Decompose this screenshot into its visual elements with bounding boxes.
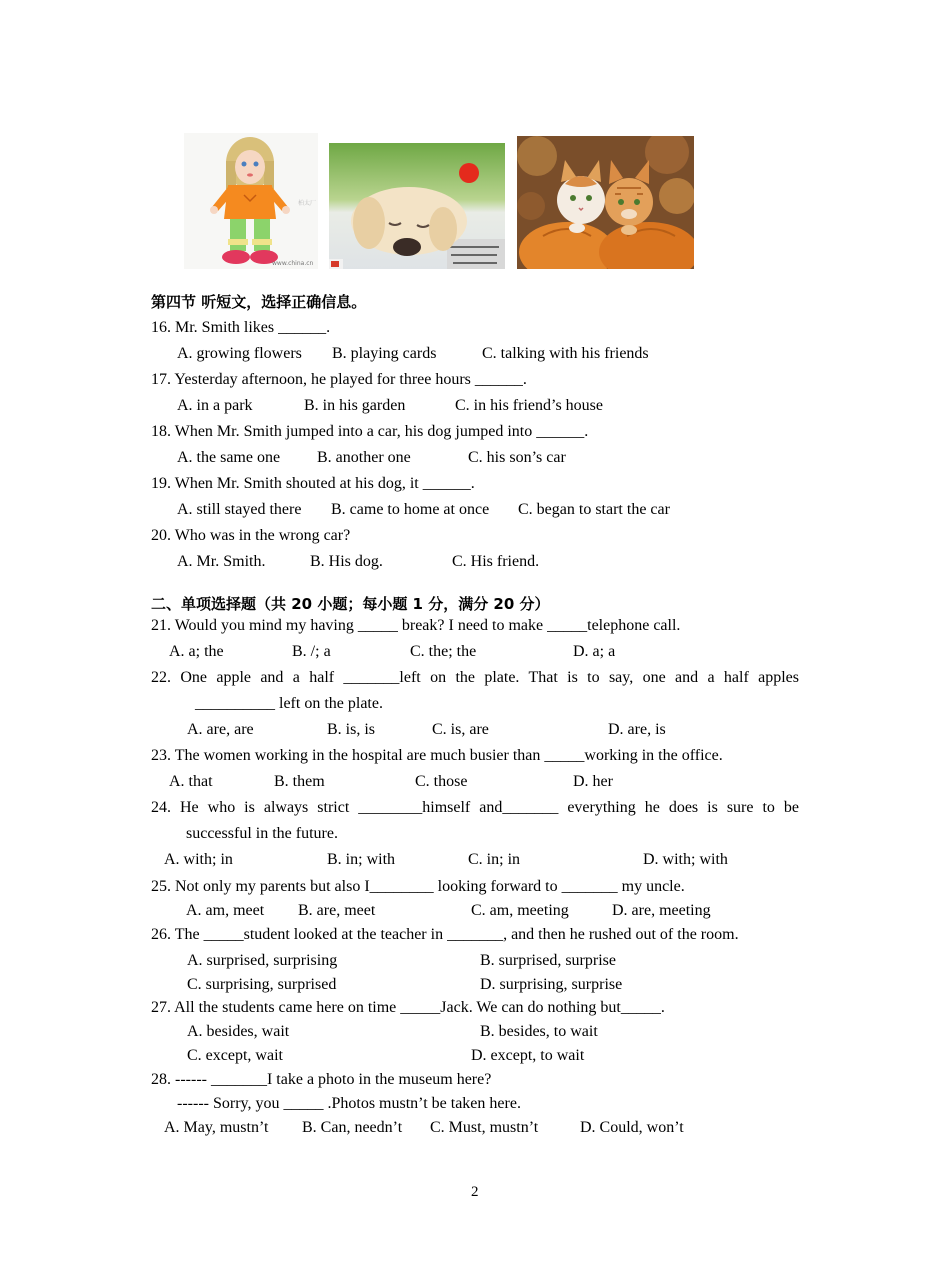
q24-option-d: D. with; with	[643, 851, 728, 868]
q20-stem: 20. Who was in the wrong car?	[151, 527, 351, 544]
q22-stem-line2: __________ left on the plate.	[195, 695, 383, 712]
q23-stem: 23. The women working in the hospital are much busier than _____working in the office.	[151, 747, 723, 764]
doll-picture	[184, 133, 318, 269]
q28-line2: ------ Sorry, you _____ .Photos mustn’t be taken here.	[177, 1095, 521, 1112]
q26-option-c: C. surprising, surprised	[187, 976, 337, 993]
q21-option-b: B. /; a	[292, 643, 331, 660]
q19-option-b: B. came to home at once	[331, 501, 490, 518]
q20-option-b: B. His dog.	[310, 553, 383, 570]
q21-stem: 21. Would you mind my having _____ break? I need to make _____telephone call.	[151, 617, 681, 634]
section4-heading: 第四节 听短文，选择正确信息。	[151, 293, 367, 311]
q22-option-c: C. is, are	[432, 721, 489, 738]
q28-option-c: C. Must, mustn’t	[430, 1119, 539, 1136]
q26-option-b: B. surprised, surprise	[480, 952, 616, 969]
q25-option-d: D. are, meeting	[612, 902, 711, 919]
q28-line1: 28. ------ _______I take a photo in the museum here?	[151, 1071, 492, 1088]
q17-option-a: A. in a park	[177, 397, 253, 414]
q18-option-b: B. another one	[317, 449, 411, 466]
q24-option-c: C. in; in	[468, 851, 521, 868]
q18-option-a: A. the same one	[177, 449, 281, 466]
q27-option-c: C. except, wait	[187, 1047, 283, 1064]
q24-stem-line1: 24. He who is always strict ________himself and_______ everything he does is sure to be	[151, 799, 799, 816]
q26-option-d: D. surprising, surprise	[480, 976, 623, 993]
q28-option-b: B. Can, needn’t	[302, 1119, 403, 1136]
q22-stem-line1: 22. One apple and a half _______left on the plate. That is to say, one and a half apples	[151, 669, 799, 686]
q22-option-a: A. are, are	[187, 721, 254, 738]
page-number: 2	[471, 1184, 479, 1200]
q25-stem: 25. Not only my parents but also I________ looking forward to _______ my uncle.	[151, 878, 685, 895]
q23-option-b: B. them	[274, 773, 325, 790]
q17-stem: 17. Yesterday afternoon, he played for three hours ______.	[151, 371, 527, 388]
q23-option-d: D. her	[573, 773, 613, 790]
q23-option-c: C. those	[415, 773, 468, 790]
q19-option-c: C. began to start the car	[518, 501, 670, 518]
q27-option-b: B. besides, to wait	[480, 1023, 598, 1040]
q23-option-a: A. that	[169, 773, 213, 790]
q21-option-c: C. the; the	[410, 643, 477, 660]
puppy-illustration	[329, 143, 505, 269]
kittens-illustration	[517, 136, 694, 269]
q27-option-a: A. besides, wait	[187, 1023, 290, 1040]
q19-stem: 19. When Mr. Smith shouted at his dog, it ______.	[151, 475, 475, 492]
kittens-picture	[517, 136, 694, 269]
q16-option-a: A. growing flowers	[177, 345, 302, 362]
q24-stem-line2: successful in the future.	[186, 825, 338, 842]
q25-option-b: B. are, meet	[298, 902, 376, 919]
q27-option-d: D. except, to wait	[471, 1047, 585, 1064]
q28-option-a: A. May, mustn’t	[164, 1119, 269, 1136]
q16-option-b: B. playing cards	[332, 345, 437, 362]
q25-option-a: A. am, meet	[186, 902, 265, 919]
q26-stem: 26. The _____student looked at the teacher in _______, and then he rushed out of the room.	[151, 926, 739, 943]
doll-illustration	[184, 133, 318, 269]
q16-option-c: C. talking with his friends	[482, 345, 649, 362]
q17-option-b: B. in his garden	[304, 397, 406, 414]
q26-option-a: A. surprised, surprising	[187, 952, 338, 969]
q21-option-d: D. a; a	[573, 643, 616, 660]
q19-option-a: A. still stayed there	[177, 501, 302, 518]
q17-option-c: C. in his friend’s house	[455, 397, 603, 414]
q21-option-a: A. a; the	[169, 643, 224, 660]
q18-stem: 18. When Mr. Smith jumped into a car, his dog jumped into ______.	[151, 423, 589, 440]
q27-stem: 27. All the students came here on time _____Jack. We can do nothing but_____.	[151, 999, 665, 1016]
part2-heading: 二、单项选择题（共 20 小题；每小题 1 分，满分 20 分）	[151, 595, 550, 613]
q25-option-c: C. am, meeting	[471, 902, 569, 919]
q22-option-d: D. are, is	[608, 721, 666, 738]
doll-watermark: www.china.cn	[272, 260, 314, 267]
doll-side-text: 柏太厂	[298, 200, 317, 207]
q20-option-c: C. His friend.	[452, 553, 540, 570]
q24-option-a: A. with; in	[164, 851, 233, 868]
q20-option-a: A. Mr. Smith.	[177, 553, 266, 570]
q22-option-b: B. is, is	[327, 721, 376, 738]
q16-stem: 16. Mr. Smith likes ______.	[151, 319, 331, 336]
q24-option-b: B. in; with	[327, 851, 396, 868]
q28-option-d: D. Could, won’t	[580, 1119, 684, 1136]
puppy-picture	[329, 143, 505, 269]
q18-option-c: C. his son’s car	[468, 449, 566, 466]
